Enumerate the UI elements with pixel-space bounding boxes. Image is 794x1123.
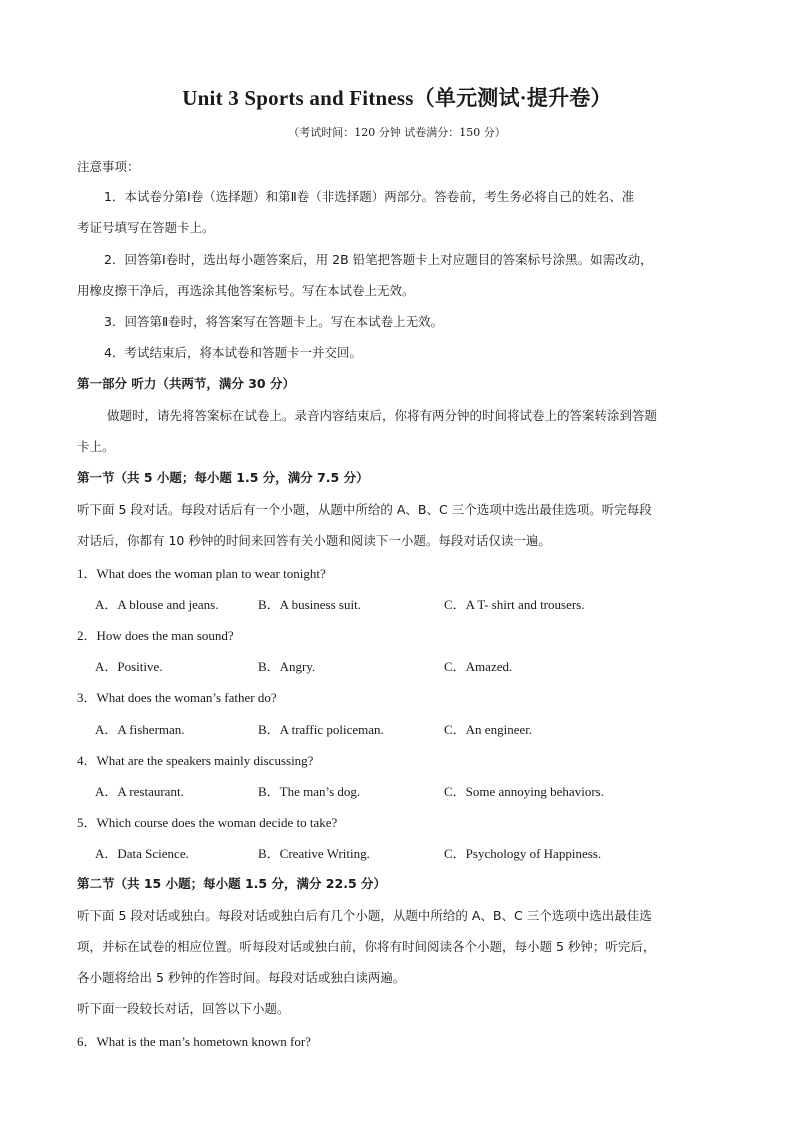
question-3: 3．What does the woman’s father do?: [77, 690, 277, 705]
section2-heading: 第二节（共 15 小题；每小题 1.5 分，满分 22.5 分）: [77, 876, 386, 891]
dialogue-instruction: 听下面一段较长对话，回答以下小题。: [77, 1001, 290, 1016]
q3-option-c: C．An engineer.: [444, 722, 533, 737]
q4-option-a: A．A restaurant.: [95, 784, 184, 799]
notes-heading: 注意事项：: [77, 159, 140, 174]
q5-option-c: C．Psychology of Happiness.: [444, 846, 602, 861]
exam-info: （考试时间：120 分钟 试卷满分：150 分）: [288, 126, 506, 139]
section2-instructions: 听下面 5 段对话或独白。每段对话或独白后有几个小题，从题中所给的 A、B、C 三个选项中选出最佳选: [77, 908, 652, 923]
q4-option-b: B．The man’s dog.: [258, 784, 361, 799]
part1-heading: 第一部分 听力（共两节，满分 30 分）: [77, 376, 295, 391]
q1-option-b: B．A business suit.: [258, 597, 361, 612]
part1-intro-cont: 卡上。: [77, 439, 115, 454]
note-item-2-cont: 用橡皮擦干净后，再选涂其他答案标号。写在本试卷上无效。: [77, 283, 415, 298]
q3-option-a: A．A fisherman.: [95, 722, 185, 737]
q2-option-a: A．Positive.: [95, 659, 163, 674]
q5-option-a: A．Data Science.: [95, 846, 189, 861]
q4-option-c: C．Some annoying behaviors.: [444, 784, 604, 799]
q1-option-a: A．A blouse and jeans.: [95, 597, 219, 612]
section2-instructions-end: 各小题将给出 5 秒钟的作答时间。每段对话或独白读两遍。: [77, 970, 406, 985]
question-6: 6．What is the man’s hometown known for?: [77, 1034, 311, 1049]
page-title: Unit 3 Sports and Fitness（单元测试·提升卷）: [182, 86, 612, 110]
question-1: 1．What does the woman plan to wear tonight?: [77, 566, 326, 581]
note-item-4: 4．考试结束后，将本试卷和答题卡一并交回。: [104, 345, 362, 360]
section1-heading: 第一节（共 5 小题；每小题 1.5 分，满分 7.5 分）: [77, 470, 369, 485]
question-2: 2．How does the man sound?: [77, 628, 234, 643]
question-4: 4．What are the speakers mainly discussing?: [77, 753, 314, 768]
section1-instructions: 听下面 5 段对话。每段对话后有一个小题，从题中所给的 A、B、C 三个选项中选出最佳选项。听完每段: [77, 502, 652, 517]
part1-intro: 做题时，请先将答案标在试卷上。录音内容结束后，你将有两分钟的时间将试卷上的答案转涂到答题: [107, 408, 658, 423]
q2-option-c: C．Amazed.: [444, 659, 513, 674]
note-item-2: 2．回答第Ⅰ卷时，选出每小题答案后，用 2B 铅笔把答题卡上对应题目的答案标号涂黑。如需改动，: [104, 252, 653, 267]
q2-option-b: B．Angry.: [258, 659, 316, 674]
note-item-1: 1．本试卷分第Ⅰ卷（选择题）和第Ⅱ卷（非选择题）两部分。答卷前，考生务必将自己的姓名、准: [104, 189, 635, 204]
question-5: 5．Which course does the woman decide to take?: [77, 815, 338, 830]
section1-instructions-cont: 对话后，你都有 10 秒钟的时间来回答有关小题和阅读下一小题。每段对话仅读一遍。: [77, 533, 551, 548]
section2-instructions-cont: 项，并标在试卷的相应位置。听每段对话或独白前，你将有时间阅读各个小题，每小题 5 秒钟；听完后，: [77, 939, 656, 954]
note-item-3: 3．回答第Ⅱ卷时，将答案写在答题卡上。写在本试卷上无效。: [104, 314, 444, 329]
q3-option-b: B．A traffic policeman.: [258, 722, 384, 737]
note-item-1-cont: 考证号填写在答题卡上。: [77, 220, 215, 235]
q5-option-b: B．Creative Writing.: [258, 846, 370, 861]
q1-option-c: C．A T- shirt and trousers.: [444, 597, 585, 612]
